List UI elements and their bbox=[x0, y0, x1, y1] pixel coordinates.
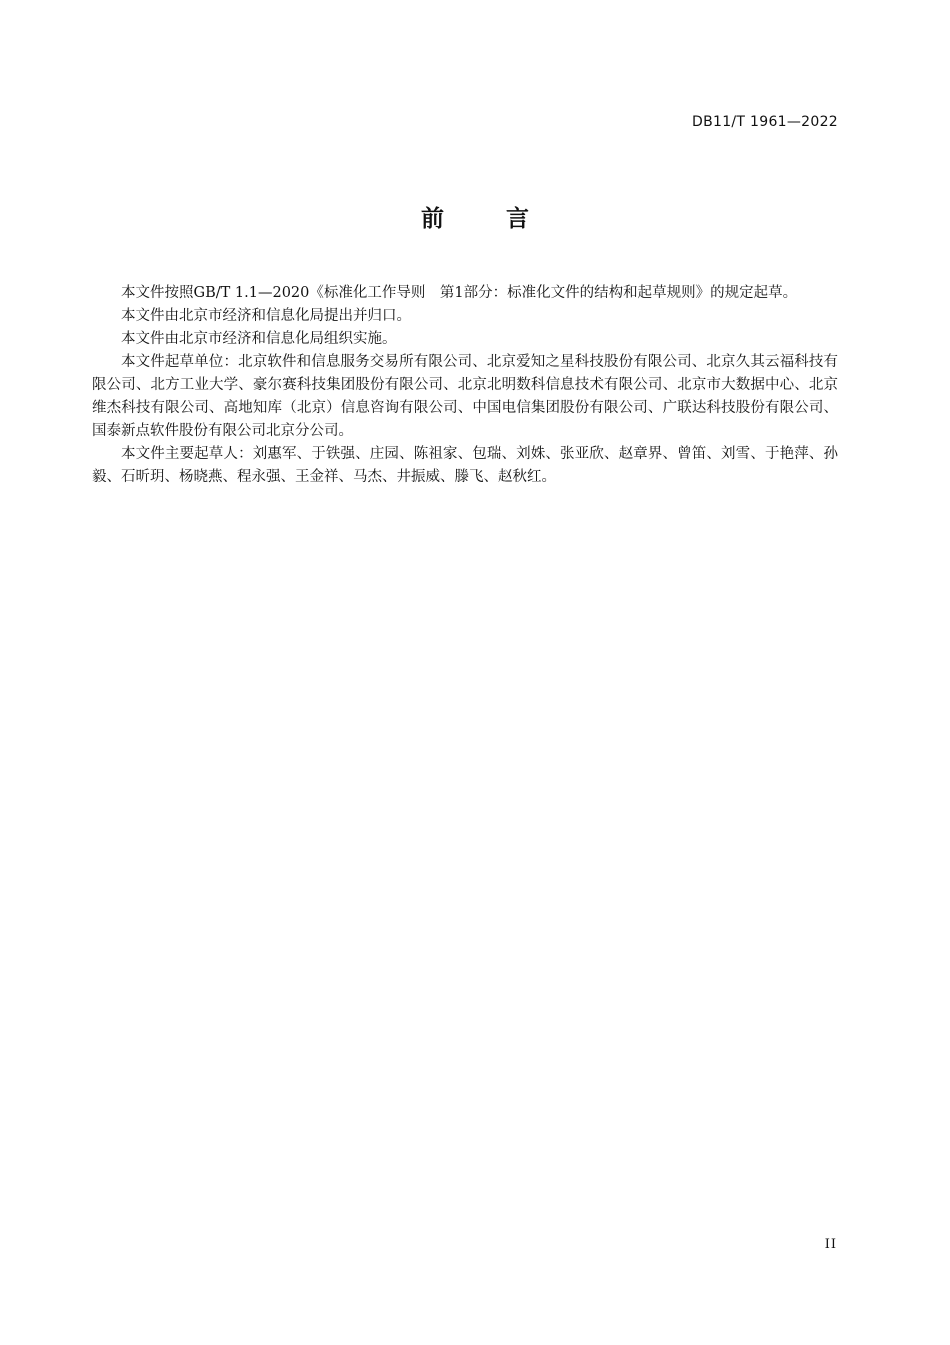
paragraph-implementer: 本文件由北京市经济和信息化局组织实施。 bbox=[121, 331, 397, 347]
foreword-body bbox=[92, 282, 838, 489]
page-number: II bbox=[824, 1237, 837, 1252]
paragraph-drafters: 本文件主要起草人：刘惠军、于铁强、庄园、陈祖家、包瑞、刘姝、张亚欣、赵章界、曾笛、刘雪、于艳萍、孙毅、石昕玥、杨晓燕、程永强、王金祥、马杰、井振威、滕飞、赵秋红。 bbox=[92, 446, 838, 485]
page-title: 前言 bbox=[421, 206, 591, 232]
paragraph-drafting-units: 本文件起草单位：北京软件和信息服务交易所有限公司、北京爱知之星科技股份有限公司、北京久其云福科技有限公司、北方工业大学、豪尔赛科技集团股份有限公司、北京北明数科信息技术有限公司、北京市大数据中心、北京维杰科技有限公司、高地知库（北京）信息咨询有限公司、中国电信集团股份有限公司、广联达科技股份有限公司、国泰新点软件股份有限公司北京分公司。 bbox=[92, 354, 838, 439]
paragraph-proposer: 本文件由北京市经济和信息化局提出并归口。 bbox=[121, 308, 411, 324]
paragraph-drafting-rules: 本文件按照GB/T 1.1—2020《标准化工作导则 第1部分：标准化文件的结构和起草规则》的规定起草。 bbox=[121, 285, 798, 301]
document-code: DB11/T 1961—2022 bbox=[692, 114, 838, 130]
